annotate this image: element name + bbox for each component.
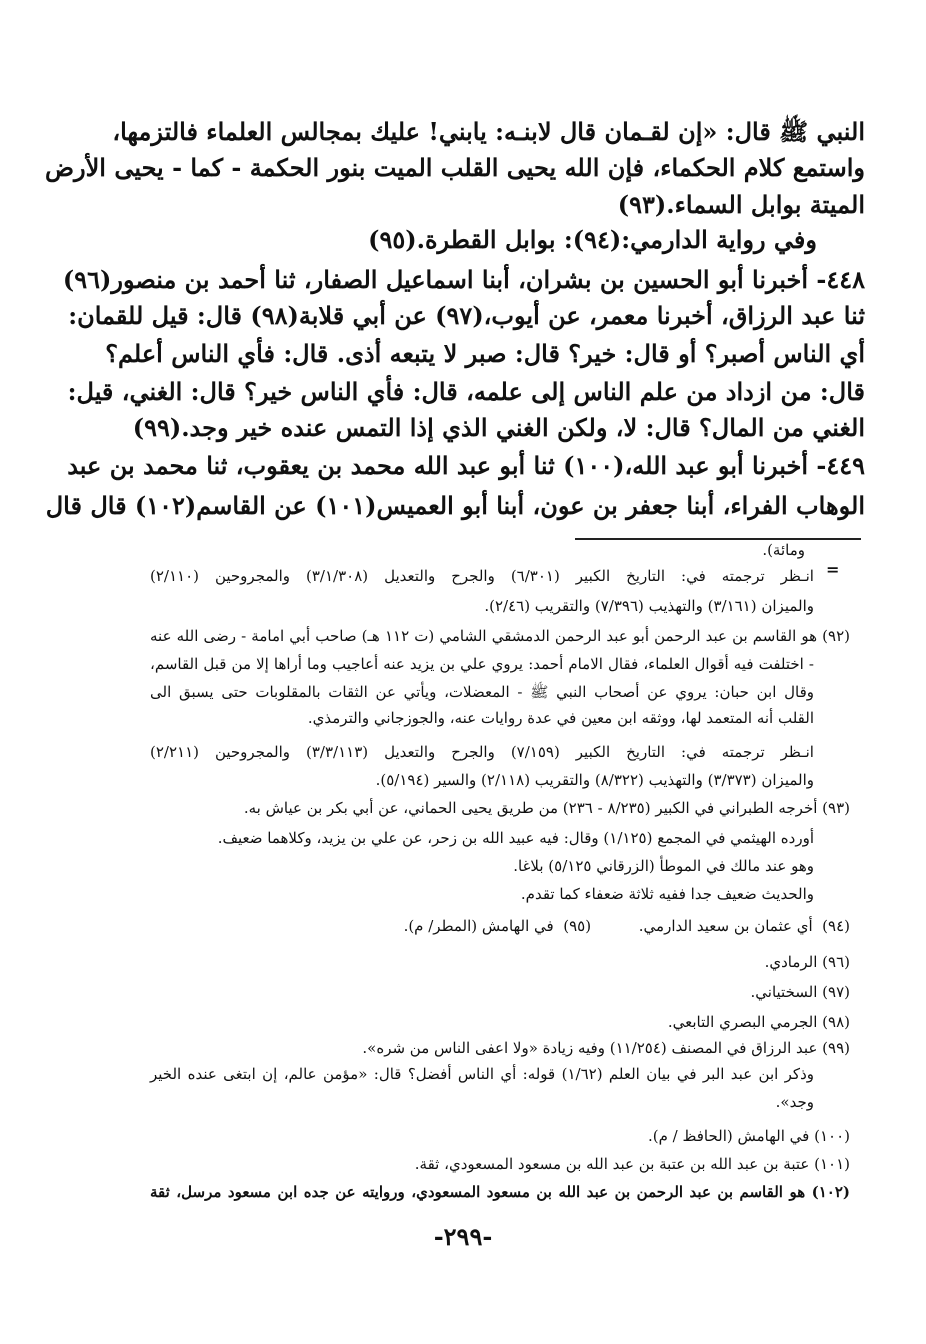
footnote-96: (٩٦) الرمادي. xyxy=(764,953,850,971)
footnote-101: (١٠١) عتبة بن عبد الله بن عتبة بن عبد الله بن مسعود المسعودي، ثقة. xyxy=(414,1155,850,1173)
main-line-7: أي الناس أصبر؟ أو قال: خير؟ قال: صبر لا يتبعه أذى. قال: فأي الناس أعلم؟ xyxy=(105,339,865,368)
stray-mark: = xyxy=(826,560,840,579)
footnote-99: (٩٩) عبد الرزاق في المصنف (١١/٢٥٤) وفيه زيادة «ولا اعفى الناس من شره». xyxy=(362,1039,850,1057)
footnote-line: ومائة). xyxy=(762,541,805,559)
footnote-93: (٩٣) أخرجه الطبراني في الكبير (٨/٢٣٥ - ٢٣٦) من طريق يحيى الحماني، عن أبي بكر بن عياش به. xyxy=(243,799,850,817)
footnote-97: (٩٧) السختياني. xyxy=(750,983,850,1001)
main-line-5: ٤٤٨- أخبرنا أبو الحسين بن بشران، أبنا اسماعيل الصفار، ثنا أحمد بن منصور(٩٦) xyxy=(62,265,865,294)
footnote-line: وجد». xyxy=(775,1093,814,1111)
footnote-line: وذكر ابن عبد البر في بيان العلم (١/٦٢) قوله: أي الناس أفضل؟ قال: «مؤمن عالم، إن ابتغى عنده الخير xyxy=(150,1065,814,1083)
footnote-line: انـظر ترجمته في: التاريخ الكبير (٦/٣٠١) والجرح والتعديل (٣/١/٣٠٨) والمجروحين (٢/١١٠) xyxy=(150,567,814,585)
footnote-98: (٩٨) الجرمي البصري التابعي. xyxy=(667,1013,850,1031)
main-line-2: واستمع كلام الحكماء، فإن الله يحيى القلب الميت بنور الحكمة - كما - يحيى الأرض xyxy=(45,153,865,182)
main-line-3: الميتة بوابل السماء.(٩٣) xyxy=(617,190,865,219)
footnote-100: (١٠٠) في الهامش (الحافظ / م). xyxy=(648,1127,850,1145)
footnote-line: - اختلفت فيه أقوال العلماء، فقال الامام أحمد: يروي علي بن يزيد عنه أعاجيب وما أراها إلا من قبل القاسم، xyxy=(150,655,814,673)
main-line-1: النبي ﷺ قال: «إن لقـمان قال لابنـه: يابني! عليك بمجالس العلماء فالتزمها، xyxy=(112,117,865,146)
main-line-10: ٤٤٩- أخبرنا أبو عبد الله،(١٠٠) ثنا أبو عبد الله محمد بن يعقوب، ثنا محمد بن عبد xyxy=(67,451,865,480)
footnote-line: وقال ابن حبان: يروي عن أصحاب النبي ﷺ - المعضلات، ويأتي عن الثقات بالمقلوبات حتى يسبق الى xyxy=(150,683,814,701)
footnote-102: (١٠٢) هو القاسم بن عبد الرحمن بن عبد الله بن مسعود المسعودي، وروايته عن جده ابن مسعود مرسل، ثقة xyxy=(150,1183,850,1201)
footnote-line: انـظر ترجمته في: التاريخ الكبير (٧/١٥٩) والجرح والتعديل (٣/٣/١١٣) والمجروحين (٢/٢١١) xyxy=(150,743,814,761)
main-line-11: الوهاب الفراء، أبنا جعفر بن عون، أبنا أبو العميس(١٠١) عن القاسم(١٠٢) قال قال xyxy=(45,491,865,520)
footnote-line: أورده الهيثمي في المجمع (١/١٢٥) وقال: فيه عبيد الله بن زحر، عن علي بن يزيد، وكلاهما ضعيف. xyxy=(217,829,814,847)
main-line-6: ثنا عبد الرزاق، أخبرنا معمر، عن أيوب،(٩٧) عن أبي قلابة(٩٨) قال: قيل للقمان: xyxy=(68,301,865,330)
footnote-92: (٩٢) هو القاسم بن عبد الرحمن أبو عبد الرحمن الدمشقي الشامي (ت ١١٢ هـ) صاحب أبي امامة - رضى الله عنه xyxy=(150,627,850,645)
footnote-line: والميزان (٣/١٦١) والتهذيب (٧/٣٩٦) والتقريب (٢/٤٦). xyxy=(484,597,814,615)
footnote-94-95: (٩٤) أي عثمان بن سعيد الدارمي. (٩٥) في الهامش (المطر/ م). xyxy=(403,917,850,935)
main-line-8: قال: من ازداد من علم الناس إلى علمه، قال: فأي الناس خير؟ قال: الغني، قيل: xyxy=(67,377,865,406)
page-number: -٢٩٩- xyxy=(433,1222,493,1251)
footnote-line: القلب أنه المتعمد لها، ووثقه ابن معين في عدة روايات عنه، والجوزجاني والترمذي. xyxy=(307,709,814,727)
main-line-4: وفي رواية الدارمي:(٩٤): بوابل القطرة.(٩٥) xyxy=(368,225,817,254)
footnote-line: والحديث ضعيف جدا ففيه ثلاثة ضعفاء كما تقدم. xyxy=(520,885,814,903)
footnote-line: والميزان (٣/٣٧٣) والتهذيب (٨/٣٢٢) والتقريب (٢/١١٨) والسير (٥/١٩٤). xyxy=(375,771,814,789)
main-line-9: الغني من المال؟ قال: لا، ولكن الغني الذي إذا التمس عنده خير وجد.(٩٩) xyxy=(132,413,865,442)
footnote-line: وهو عند مالك في الموطأ (الزرقاني ٥/١٢٥) بلاغا. xyxy=(513,857,814,875)
